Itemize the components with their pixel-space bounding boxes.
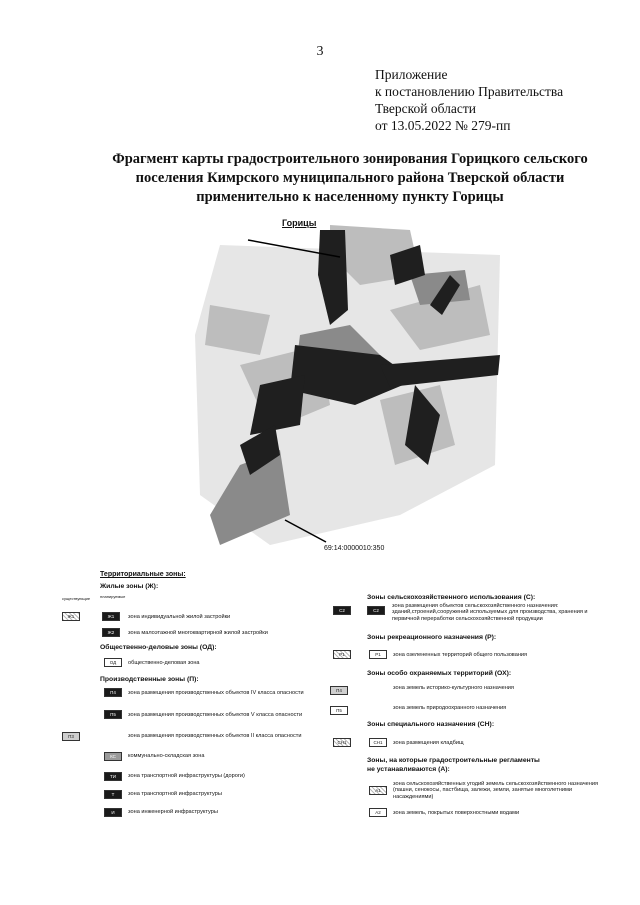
special-heading: Зоны специального назначения (СН):	[367, 721, 495, 728]
legend-a1: зона сельскохозяйственных угодий земель сельскохозяйственного назначения (пашни, сенокосы, пастбища, залежи, земли, занятые многолетними насаждениями)	[393, 781, 598, 800]
legend-zh2: зона малоэтажной многоквартирной жилой застройки	[128, 630, 268, 636]
no-regulations-heading-1: Зоны, на которые градостроительные регламенты	[367, 757, 540, 764]
protected-heading: Зоны особо охраняемых территорий (ОХ):	[367, 670, 512, 677]
legend-header: Территориальные зоны:	[100, 571, 186, 578]
swatch-s2-planned: С2	[333, 606, 351, 615]
legend-i: зона инженерной инфраструктуры	[128, 809, 218, 815]
appendix-line-2: к постановлению Правительства	[375, 84, 564, 99]
appendix-line-4: от 13.05.2022 № 279-пп	[375, 118, 511, 133]
legend-sn1: зона размещения кладбищ	[393, 740, 464, 746]
swatch-ks: КС	[104, 752, 122, 761]
legend-od: общественно-деловая зона	[128, 660, 200, 666]
agricultural-heading: Зоны сельскохозяйственного использования (С):	[367, 594, 536, 601]
industrial-heading: Производственные зоны (П):	[100, 676, 199, 683]
legend-p3: зона размещения производственных объектов II класса опасности	[128, 733, 302, 739]
legend-okh1: зона земель историко-культурного назначения	[393, 685, 514, 691]
legend-t: зона транспортной инфраструктуры	[128, 791, 222, 797]
existing-label: существующие	[62, 596, 91, 601]
swatch-i: И	[104, 808, 122, 817]
title-line-2: поселения Кимрского муниципального района Тверской области	[135, 170, 565, 186]
appendix-header	[375, 66, 563, 134]
public-heading: Общественно-деловые зоны (ОД):	[100, 644, 217, 651]
appendix-line-3: Тверской области	[375, 101, 476, 116]
planned-label: планируемые	[100, 594, 126, 599]
legend-zh1: зона индивидуальной жилой застройки	[128, 614, 231, 620]
legend-s2: зона размещения объектов сельскохозяйственного назначения: зданий,строений,сооружений используемых для производства, хранения и первичной переработки сельскохозяйственной продукции	[392, 603, 588, 622]
swatch-r1: Р1	[369, 650, 387, 659]
swatch-r1-planned: Р1	[333, 650, 351, 659]
swatch-zh1-existing: Ж1	[62, 612, 80, 621]
document-title	[100, 150, 600, 207]
appendix-line-1: Приложение	[375, 67, 448, 82]
title-line-3: применительно к населенному пункту Горицы	[196, 189, 504, 205]
swatch-p5-planned: П5	[330, 706, 348, 715]
recreation-heading: Зоны рекреационного назначения (Р):	[367, 634, 497, 641]
residential-heading: Жилые зоны (Ж):	[100, 583, 159, 590]
page-number: 3	[316, 44, 324, 59]
swatch-a2: А2	[369, 808, 387, 817]
legend-okh2: зона земель природоохранного назначения	[393, 705, 507, 711]
swatch-p4-planned: П4	[330, 686, 348, 695]
legend-p5: зона размещения производственных объектов V класса опасности	[128, 712, 303, 718]
swatch-od: ОД	[104, 658, 122, 667]
cadastral-number: 69:14:0000010:350	[324, 545, 385, 552]
swatch-sn1: СН1	[369, 738, 387, 747]
map-settlement-label: Горицы	[282, 218, 317, 228]
swatch-a1: А1	[369, 786, 387, 795]
swatch-sn1-planned: СН1	[333, 738, 351, 747]
zoning-map	[180, 215, 510, 555]
swatch-t: Т	[104, 790, 122, 799]
swatch-zh2: Ж2	[102, 628, 120, 637]
legend-p4: зона размещения производственных объектов IV класса опасности	[128, 690, 304, 696]
swatch-p3-existing: П3	[62, 732, 80, 741]
swatch-zh1: Ж1	[102, 612, 120, 621]
no-regulations-heading-2: не устанавливаются (А):	[367, 766, 450, 773]
legend-ks: коммунально-складская зона	[128, 753, 205, 759]
swatch-p5: П5	[104, 710, 122, 719]
legend-r1: зона озелененных территорий общего пользования	[393, 652, 528, 658]
title-line-1: Фрагмент карты градостроительного зонирования Горицкого сельского	[112, 151, 588, 167]
swatch-s2: С2	[367, 606, 385, 615]
legend-ti-roads: зона транспортной инфраструктуры (дороги)	[128, 773, 245, 779]
legend-a2: зона земель, покрытых поверхностными водами	[393, 810, 520, 816]
swatch-ti-roads: ТИ	[104, 772, 122, 781]
swatch-p4: П4	[104, 688, 122, 697]
